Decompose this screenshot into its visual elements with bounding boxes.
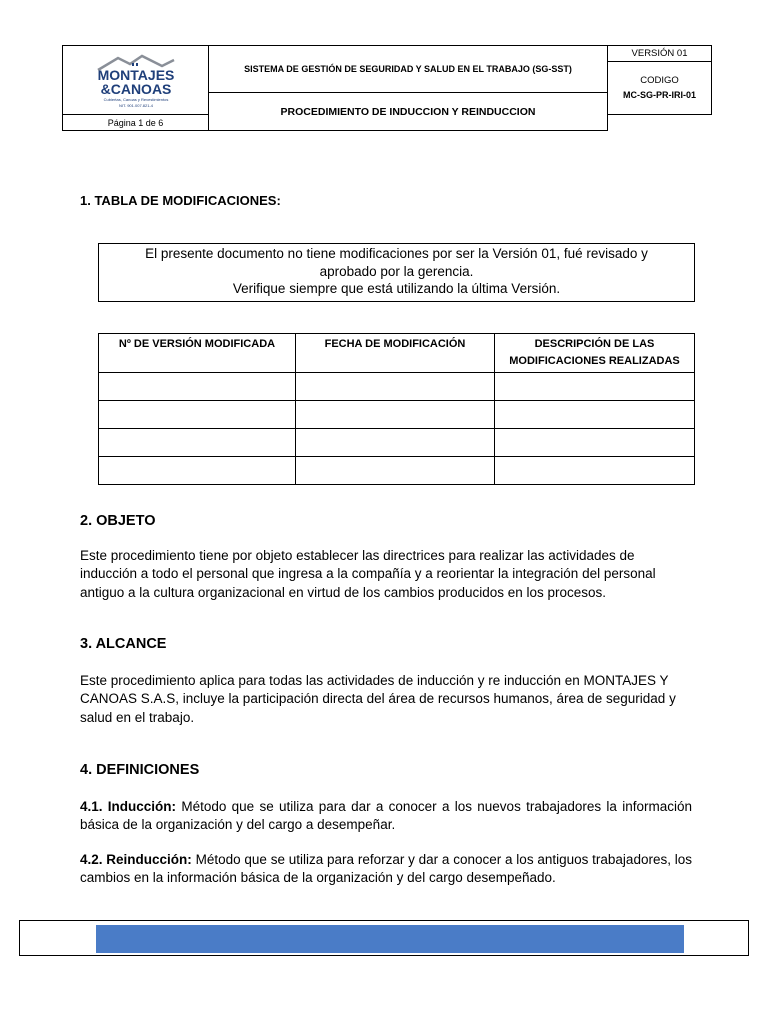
- table-cell: [99, 457, 296, 485]
- table-cell: [495, 457, 695, 485]
- section3-title: 3. ALCANCE: [80, 636, 167, 652]
- table-cell: [296, 429, 495, 457]
- modifications-table: [98, 333, 695, 485]
- footer: [19, 920, 749, 956]
- section2-title: 2. OBJETO: [80, 513, 156, 529]
- table-header: DESCRIPCIÓN DE LAS MODIFICACIONES REALIZADAS: [495, 334, 695, 373]
- table-header: FECHA DE MODIFICACIÓN: [296, 334, 495, 373]
- code-label: CODIGO: [640, 75, 679, 86]
- table-cell: [99, 373, 296, 401]
- notice-line3: Verifique siempre que está utilizando la última Versión.: [232, 281, 561, 296]
- logo-nit: NIT. 901.007.821-4: [118, 103, 153, 108]
- version-label: VERSIÓN 01: [608, 46, 712, 62]
- table-row: [99, 457, 695, 485]
- procedure-title: PROCEDIMIENTO DE INDUCCION Y REINDUCCION: [209, 93, 608, 131]
- table-cell: [296, 401, 495, 429]
- table-row: [99, 373, 695, 401]
- section1-title: 1. TABLA DE MODIFICACIONES:: [80, 193, 281, 208]
- logo-line1: MONTAJES: [97, 67, 174, 83]
- table-cell: [296, 373, 495, 401]
- table-row: [99, 401, 695, 429]
- definition-term: 4.2. Reinducción:: [80, 852, 192, 867]
- section4-title: 4. DEFINICIONES: [80, 762, 200, 778]
- table-cell: [495, 373, 695, 401]
- page-number: Página 1 de 6: [63, 115, 209, 131]
- code-cell: [608, 62, 712, 115]
- section3-text: Este procedimiento aplica para todas las actividades de inducción y re inducción en MONTAJES Y CANOAS S.A.S, incluye la participación directa del área de recursos humanos, área de seguridad y salud en el trabajo.: [80, 673, 676, 725]
- system-title: SISTEMA DE GESTIÓN DE SEGURIDAD Y SALUD EN EL TRABAJO (SG-SST): [209, 46, 608, 93]
- code-value: MC-SG-PR-IRI-01: [622, 90, 696, 100]
- definition-text: Método que se utiliza para reforzar y dar a conocer a los antiguos trabajadores, los cambios en la información básica de la organización y del cargo desempeñado.: [80, 852, 692, 886]
- notice-line2: aprobado por la gerencia.: [319, 263, 474, 279]
- logo-cell: [63, 46, 209, 115]
- table-cell: [99, 429, 296, 457]
- logo-tagline: Cubiertas, Canoas y Revestimientos: [103, 97, 168, 102]
- table-cell: [99, 401, 296, 429]
- table-cell: [495, 429, 695, 457]
- notice-line1: El presente documento no tiene modificaciones por ser la Versión 01, fué revisado y: [145, 246, 648, 261]
- company-logo: [90, 50, 182, 110]
- document-header: [62, 45, 712, 131]
- table-row: [99, 429, 695, 457]
- modification-notice: [98, 243, 695, 302]
- table-cell: [296, 457, 495, 485]
- section2-text: Este procedimiento tiene por objeto establecer las directrices para realizar las actividades de inducción a todo el personal que ingresa a la compañía y a reorientar la integración del personal antiguo a la cultura organizacional en virtud de los cambios producidos en los procesos.: [80, 548, 656, 600]
- definition-reinduccion: [80, 851, 692, 888]
- table-cell: [495, 401, 695, 429]
- logo-line2: &CANOAS: [100, 81, 171, 97]
- footer-bar: [96, 925, 684, 953]
- definition-text: Método que se utiliza para dar a conocer a los nuevos trabajadores la información básica de la organización y del cargo a desempeñar.: [80, 799, 692, 833]
- definition-induccion: [80, 798, 692, 835]
- table-header: Nº DE VERSIÓN MODIFICADA: [99, 334, 296, 373]
- definition-term: 4.1. Inducción:: [80, 799, 177, 814]
